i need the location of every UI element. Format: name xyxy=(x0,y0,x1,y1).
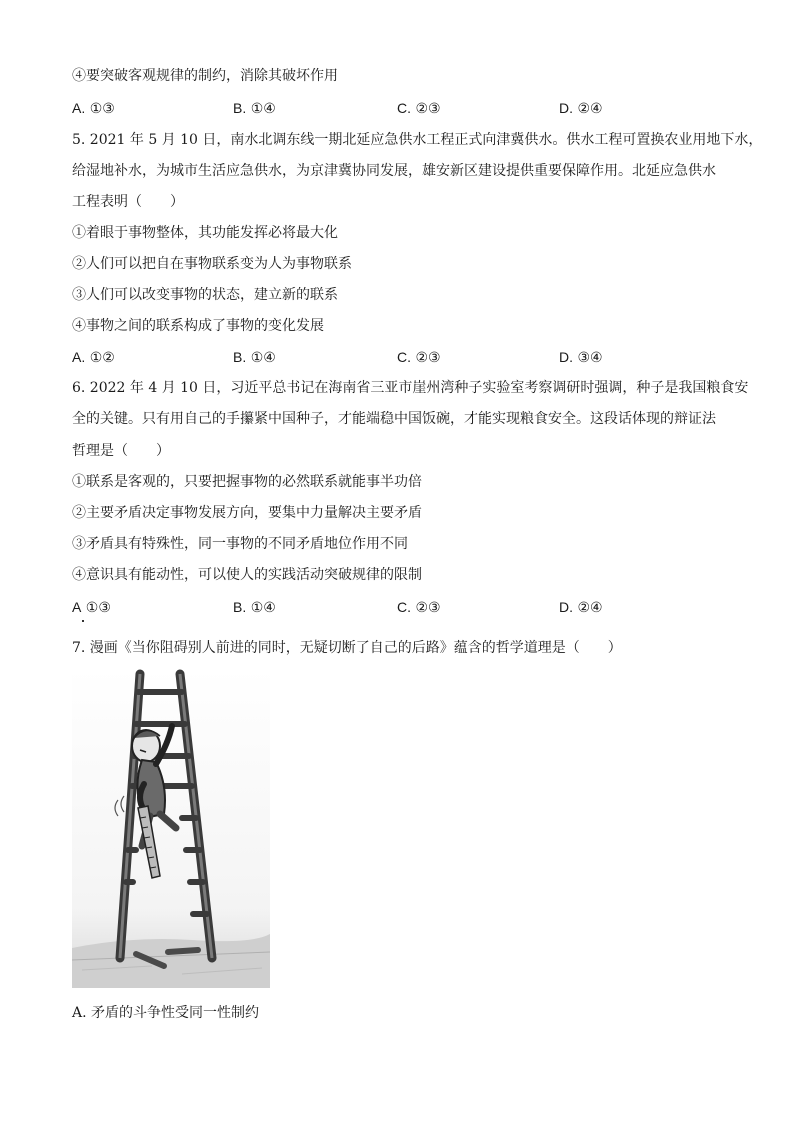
q6-option-d[interactable]: D. ②④ xyxy=(559,599,603,616)
q6-statement-4: ④意识具有能动性，可以使人的实践活动突破规律的限制 xyxy=(72,567,422,583)
q5-statement-4: ④事物之间的联系构成了事物的变化发展 xyxy=(72,318,324,334)
stray-dot xyxy=(82,620,84,622)
q5-stem-line-1: 5. 2021 年 5 月 10 日，南水北调东线一期北延应急供水工程正式向津冀供水。供水工程可置换农业用地下水， xyxy=(72,132,763,148)
q5-statement-1: ①着眼于事物整体，其功能发挥必将最大化 xyxy=(72,225,338,241)
q5-statement-3: ③人们可以改变事物的状态，建立新的联系 xyxy=(72,287,338,303)
q5-stem-line-3: 工程表明（ ） xyxy=(72,194,184,210)
q6-statement-2: ②主要矛盾决定事物发展方向，要集中力量解决主要矛盾 xyxy=(72,505,422,521)
q5-option-d[interactable]: D. ③④ xyxy=(559,349,603,366)
q6-statement-1: ①联系是客观的，只要把握事物的必然联系就能事半功倍 xyxy=(72,474,422,490)
q4-options xyxy=(72,98,732,118)
ladder-cartoon-image xyxy=(72,668,270,988)
q5-statement-2: ②人们可以把自在事物联系变为人为事物联系 xyxy=(72,256,352,272)
q5-option-a[interactable]: A. ①② xyxy=(72,349,115,366)
q4-option-d[interactable]: D. ②④ xyxy=(559,100,603,117)
q4-statement-4: ④要突破客观规律的制约，消除其破坏作用 xyxy=(72,68,338,84)
q4-option-b[interactable]: B. ①④ xyxy=(233,100,276,117)
q5-option-b[interactable]: B. ①④ xyxy=(233,349,276,366)
q6-statement-3: ③矛盾具有特殊性，同一事物的不同矛盾地位作用不同 xyxy=(72,536,408,552)
q6-option-c[interactable]: C. ②③ xyxy=(397,599,441,616)
q6-options xyxy=(72,597,732,617)
q6-option-a[interactable]: A ①③ xyxy=(72,599,111,616)
q4-option-a[interactable]: A. ①③ xyxy=(72,100,115,117)
q7-option-a[interactable]: A. 矛盾的斗争性受同一性制约 xyxy=(72,1005,260,1021)
q5-stem-line-2: 给湿地补水，为城市生活应急供水，为京津冀协同发展，雄安新区建设提供重要保障作用。北延应急供水 xyxy=(72,163,716,179)
q6-option-b[interactable]: B. ①④ xyxy=(233,599,276,616)
q7-stem: 7. 漫画《当你阻碍别人前进的同时，无疑切断了自己的后路》蕴含的哲学道理是（ ） xyxy=(72,640,622,656)
q6-stem-line-2: 全的关键。只有用自己的手攥紧中国种子，才能端稳中国饭碗，才能实现粮食安全。这段话体现的辩证法 xyxy=(72,411,716,427)
q5-options xyxy=(72,347,732,367)
q4-option-c[interactable]: C. ②③ xyxy=(397,100,441,117)
q6-stem-line-1: 6. 2022 年 4 月 10 日，习近平总书记在海南省三亚市崖州湾种子实验室考察调研时强调，种子是我国粮食安 xyxy=(72,380,749,396)
q5-option-c[interactable]: C. ②③ xyxy=(397,349,441,366)
q6-stem-line-3: 哲理是（ ） xyxy=(72,443,170,459)
